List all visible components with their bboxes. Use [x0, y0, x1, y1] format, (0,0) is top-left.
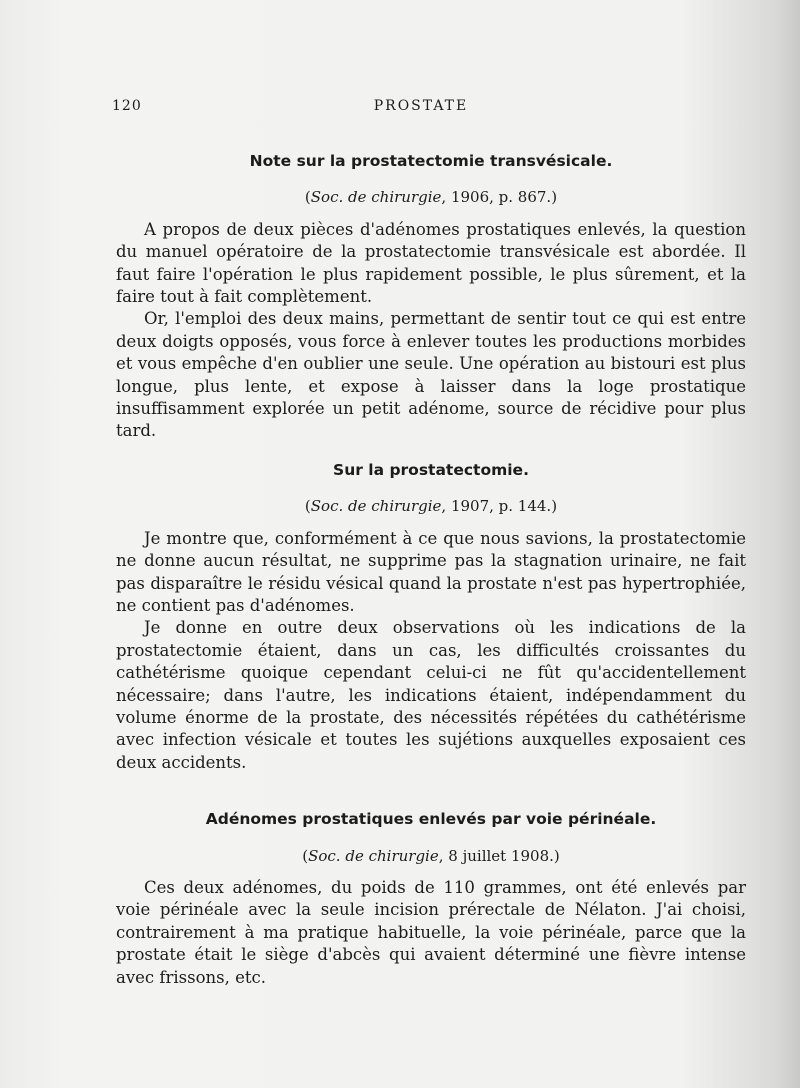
section-title: Note sur la prostatectomie transvésicale. [249, 152, 613, 170]
section-citation: (Soc. de chirurgie, 8 juillet 1908.) [302, 846, 560, 865]
page-number: 120 [112, 98, 142, 114]
section-adenomes-perineale [116, 808, 746, 989]
section-title: Sur la prostatectomie. [333, 460, 529, 479]
paragraph: A propos de deux pièces d'adénomes prostatiques enlevés, la question du manuel opératoire de la prostatectomie transvésicale est abordée. Il faut faire l'opération le plus rapidement possible, le plus sûrement, et la faire tout à fait complètement. [116, 219, 746, 307]
paragraph: Or, l'emploi des deux mains, permettant de sentir tout ce qui est entre deux doigts opposés, vous force à enlever toutes les productions morbides et vous empêche d'en oublier une seule. Une opération au bistouri est plus longue, plus lente, et expose à laisser dans la loge prostatique insuffisamment explorée un petit adénome, source de récidive pour plus tard. [116, 309, 746, 441]
page-content [116, 150, 746, 989]
running-title: PROSTATE [373, 98, 469, 114]
page-header [112, 98, 730, 122]
section-transvesical [116, 150, 746, 443]
section-citation: (Soc. de chirurgie, 1906, p. 867.) [304, 188, 558, 207]
section-citation: (Soc. de chirurgie, 1907, p. 144.) [304, 497, 558, 516]
paragraph: Ces deux adénomes, du poids de 110 grammes, ont été enlevés par voie périnéale avec la seule incision prérectale de Nélaton. J'ai choisi, contrairement à ma pratique habituelle, la voie périnéale, parce que la prostate était le siège d'abcès qui avaient déterminé une fièvre intense avec frissons, etc. [116, 877, 746, 987]
citation-journal: Soc. de chirurgie [310, 497, 442, 516]
section-title: Adénomes prostatiques enlevés par voie périnéale. [205, 810, 657, 829]
paragraph: Je donne en outre deux observations où les indications de la prostatectomie étaient, dans un cas, les difficultés croissantes du cathétérisme quoique cependant celui-ci ne fût qu'accidentellement nécessaire; dans l'autre, les indications étaient, indépendamment du volume énorme de la prostate, des nécessités répétées du cathétérisme avec infection vésicale et toutes les sujétions auxquelles exposaient ces deux accidents. [116, 618, 746, 772]
paragraph: Je montre que, conformément à ce que nous savions, la prostatectomie ne donne aucun résultat, ne supprime pas la stagnation urinaire, ne fait pas disparaître le résidu vésical quand la prostate n'est pas hypertrophiée, ne contient pas d'adénomes. [116, 528, 746, 615]
citation-journal: Soc. de chirurgie [310, 188, 442, 207]
citation-journal: Soc. de chirurgie [308, 846, 439, 865]
section-prostatectomie [116, 459, 746, 774]
